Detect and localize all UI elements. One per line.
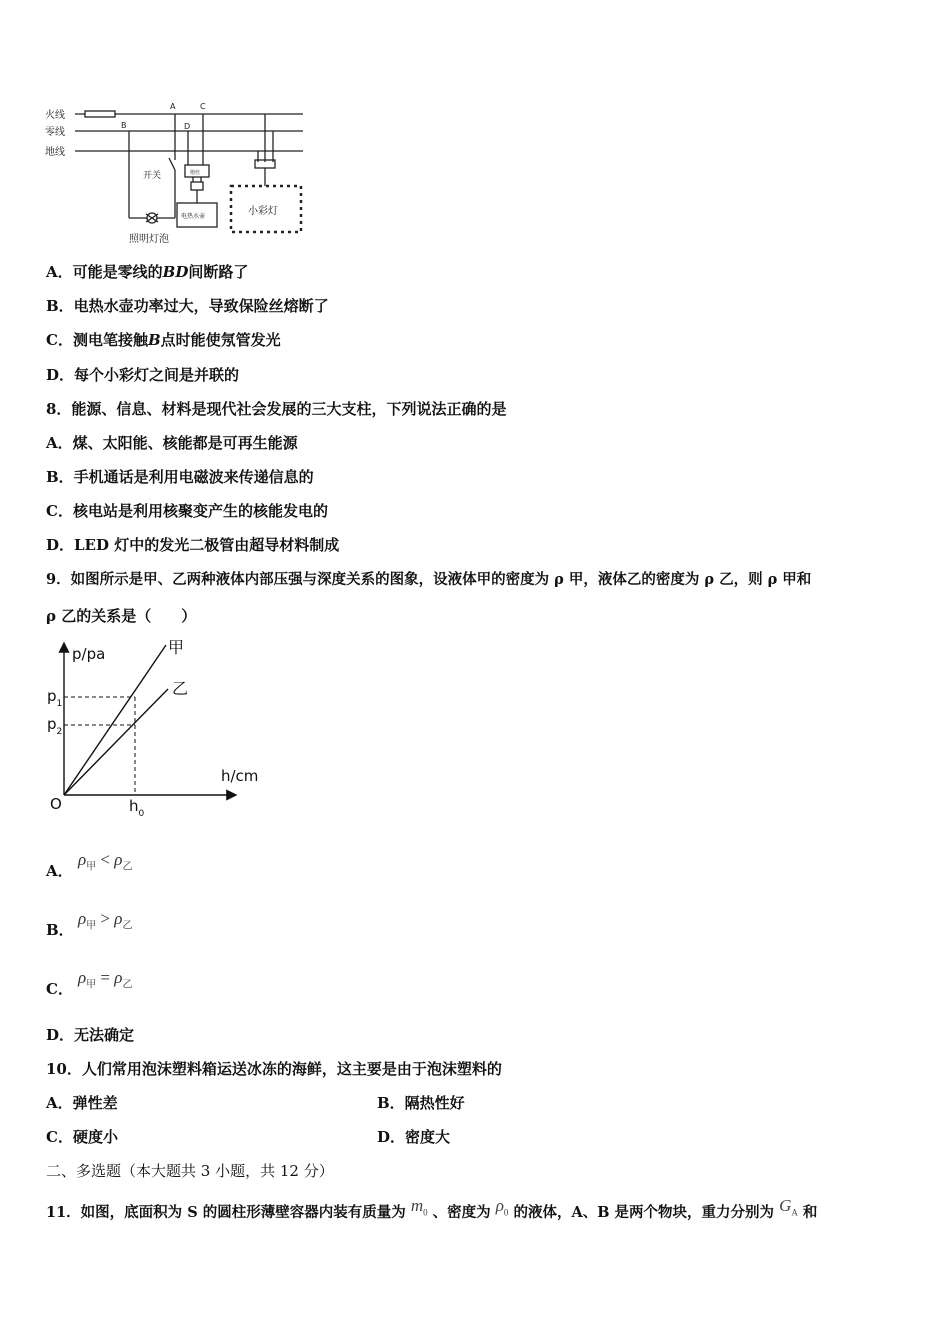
ga-symbol: $G_A$ [779, 1196, 798, 1218]
label-b: B [121, 121, 127, 130]
h0-label: $h_0$ [129, 797, 145, 819]
origin-label: O [50, 795, 62, 813]
line-yi [64, 689, 168, 795]
q9-option-a-formula: $\rho_甲 < \rho_乙$ [78, 850, 133, 873]
label-d: D [184, 122, 191, 131]
q8-option-c: C．核电站是利用核聚变产生的核能发电的 [46, 502, 328, 520]
q9-option-d: D．无法确定 [46, 1026, 135, 1044]
switch-icon [169, 158, 175, 170]
pressure-depth-graph [44, 637, 284, 822]
line-jia [64, 645, 166, 795]
q8-option-b: B．手机通话是利用电磁波来传递信息的 [46, 468, 314, 486]
series-jia-label: 甲 [168, 638, 185, 657]
q7-option-c: C．测电笔接触B点时能使氖管发光 [46, 331, 281, 349]
q9-stem-line1: 9．如图所示是甲、乙两种液体内部压强与深度关系的图象，设液体甲的密度为 ρ 甲，液体乙的密度为 ρ 乙，则 ρ 甲和 [46, 571, 812, 588]
label-kettle: 电热水壶 [181, 213, 206, 220]
series-yi-label: 乙 [172, 679, 189, 698]
label-ground: 地线 [45, 147, 65, 158]
m0-symbol: $m_0$ [410, 1196, 428, 1218]
section-heading: 二、多选题（本大题共 3 小题，共 12 分） [46, 1162, 334, 1180]
p2-label: $p_2$ [47, 715, 63, 737]
label-live: 火线 [45, 110, 65, 121]
q8-option-d: D．LED 灯中的发光二极管由超导材料制成 [46, 536, 340, 554]
label-switch: 开关 [143, 171, 162, 181]
label-lamp: 照明灯泡 [129, 234, 169, 245]
label-a: A [170, 102, 176, 111]
q7-option-b: B．电热水壶功率过大，导致保险丝熔断了 [46, 297, 329, 315]
label-c: C [200, 102, 206, 111]
circuit-diagram [45, 100, 315, 250]
q10-option-d: D．密度大 [377, 1128, 451, 1146]
label-neutral: 零线 [45, 127, 65, 138]
q9-stem-line2: ρ 乙的关系是（ ） [46, 607, 197, 625]
q9-option-c-letter: C． [46, 980, 73, 998]
q10-option-b: B．隔热性好 [377, 1094, 465, 1112]
q8-option-a: A．煤、太阳能、核能都是可再生能源 [46, 434, 298, 452]
rho0-symbol: $\rho_0$ [495, 1196, 509, 1218]
q9-option-b-formula: $\rho_甲 > \rho_乙$ [78, 909, 133, 932]
q8-stem: 8．能源、信息、材料是现代社会发展的三大支柱，下列说法正确的是 [46, 400, 507, 418]
q9-option-b-letter: B． [46, 921, 74, 939]
p1-label: $p_1$ [47, 687, 63, 709]
label-fuse: 熔丝 [190, 170, 201, 176]
q9-option-a-letter: A． [46, 862, 73, 880]
q10-option-c: C．硬度小 [46, 1128, 118, 1146]
fuse-icon [85, 111, 115, 117]
q11-stem: 11．如图，底面积为 S 的圆柱形薄壁容器内装有质量为 $m_0$ 、密度为 $\rho_0$ 的液体，A、B 是两个物块，重力分别为 $G_A$ 和 [46, 1196, 818, 1221]
q10-option-a: A．弹性差 [46, 1094, 118, 1112]
x-axis-label: h/cm [221, 767, 259, 785]
q7-option-a: A．可能是零线的BD间断路了 [46, 263, 249, 281]
q10-stem: 10．人们常用泡沫塑料箱运送冰冻的海鲜，这主要是由于泡沫塑料的 [46, 1060, 502, 1078]
label-small-lights: 小彩灯 [248, 206, 278, 217]
y-axis-label: p/pa [72, 645, 106, 663]
q9-option-c-formula: $\rho_甲 = \rho_乙$ [78, 968, 133, 991]
q7-option-d: D．每个小彩灯之间是并联的 [46, 366, 240, 384]
